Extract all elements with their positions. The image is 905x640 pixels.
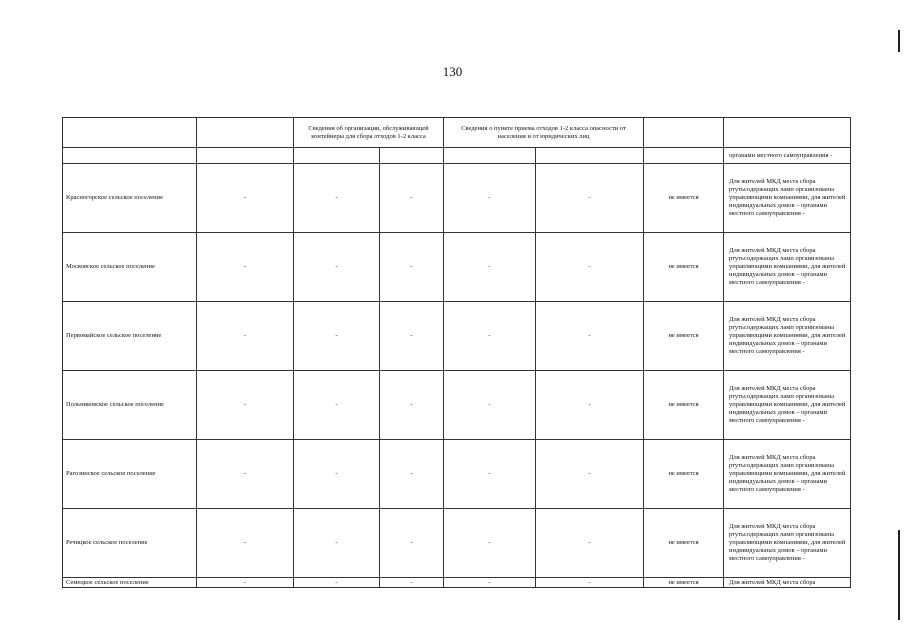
waste-collection-table [62, 117, 851, 588]
note-cell: Для жителей МКД места сбора ртутьсодержащих ламп организованы управляющими компаниями, для жителей индивидуальных домов – органами местного самоуправления - [724, 509, 851, 578]
dash-cell: - [380, 371, 444, 440]
continuation-row [63, 148, 851, 164]
dash-cell: - [444, 233, 536, 302]
dash-cell: - [444, 440, 536, 509]
dash-cell: - [197, 509, 294, 578]
settlement-name: Польниковское сельское поселение [63, 371, 197, 440]
header-cell-empty [63, 118, 197, 148]
dash-cell: - [197, 302, 294, 371]
note-cell: Для жителей МКД места сбора ртутьсодержащих ламп организованы управляющими компаниями, для жителей индивидуальных домов – органами местного самоуправления - [724, 233, 851, 302]
dash-cell: - [197, 371, 294, 440]
status-cell: не имеется [644, 233, 724, 302]
dash-cell: - [294, 509, 380, 578]
dash-cell: - [294, 578, 380, 588]
dash-cell: - [444, 371, 536, 440]
scan-edge-mark [898, 530, 900, 620]
dash-cell: - [197, 233, 294, 302]
settlement-name: Первомайское сельское поселение [63, 302, 197, 371]
dash-cell: - [536, 440, 644, 509]
table-row [63, 371, 851, 440]
table-row [63, 509, 851, 578]
dash-cell: - [380, 164, 444, 233]
dash-cell: - [294, 302, 380, 371]
table-row [63, 164, 851, 233]
table-row [63, 440, 851, 509]
dash-cell: - [536, 371, 644, 440]
dash-cell: - [380, 440, 444, 509]
header-cell-empty [197, 118, 294, 148]
note-cell: органами местного самоуправления - [724, 148, 851, 164]
note-cell: Для жителей МКД места сбора ртутьсодержащих ламп организованы управляющими компаниями, для жителей индивидуальных домов – органами местного самоуправления - [724, 440, 851, 509]
note-cell: Для жителей МКД места сбора ртутьсодержащих ламп организованы управляющими компаниями, для жителей индивидуальных домов – органами местного самоуправления - [724, 371, 851, 440]
settlement-name: Семецкое сельское поселение [63, 578, 197, 588]
note-cell: Для жителей МКД места сбора ртутьсодержащих ламп организованы управляющими компаниями, для жителей индивидуальных домов – органами местного самоуправления - [724, 302, 851, 371]
table-header-row [63, 118, 851, 148]
header-cell-empty [644, 118, 724, 148]
scan-edge-mark [898, 30, 900, 52]
note-cell: Для жителей МКД места сбора ртутьсодержащих ламп организованы управляющими компаниями, для жителей индивидуальных домов – органами местного самоуправления - [724, 164, 851, 233]
dash-cell: - [444, 509, 536, 578]
table-row [63, 302, 851, 371]
dash-cell: - [197, 578, 294, 588]
table-row [63, 578, 851, 588]
dash-cell: - [536, 509, 644, 578]
dash-cell: - [197, 164, 294, 233]
settlement-name: Рагозинское сельское поселение [63, 440, 197, 509]
dash-cell: - [197, 440, 294, 509]
dash-cell: - [380, 509, 444, 578]
dash-cell: - [536, 302, 644, 371]
dash-cell: - [380, 578, 444, 588]
dash-cell: - [536, 233, 644, 302]
dash-cell: - [380, 233, 444, 302]
settlement-name: Красногорское сельское поселение [63, 164, 197, 233]
dash-cell: - [294, 371, 380, 440]
status-cell: не имеется [644, 302, 724, 371]
status-cell: не имеется [644, 578, 724, 588]
header-org-info: Сведения об организации, обслуживающей контейнеры для сбора отходов 1-2 класса [294, 118, 444, 148]
dash-cell: - [444, 578, 536, 588]
dash-cell: - [536, 578, 644, 588]
dash-cell: - [294, 233, 380, 302]
settlement-name: Речицкое сельское поселение [63, 509, 197, 578]
dash-cell: - [444, 164, 536, 233]
dash-cell: - [294, 164, 380, 233]
header-point-info: Сведения о пункте приема отходов 1-2 класса опасности от населения и от юридических лиц [444, 118, 644, 148]
note-cell: Для жителей МКД места сбора [724, 578, 851, 588]
header-cell-empty [724, 118, 851, 148]
dash-cell: - [294, 440, 380, 509]
dash-cell: - [536, 164, 644, 233]
status-cell: не имеется [644, 371, 724, 440]
dash-cell: - [380, 302, 444, 371]
status-cell: не имеется [644, 509, 724, 578]
status-cell: не имеется [644, 164, 724, 233]
status-cell: не имеется [644, 440, 724, 509]
settlement-name: Московское сельское поселение [63, 233, 197, 302]
table-row [63, 233, 851, 302]
page-number: 130 [442, 64, 463, 79]
dash-cell: - [444, 302, 536, 371]
